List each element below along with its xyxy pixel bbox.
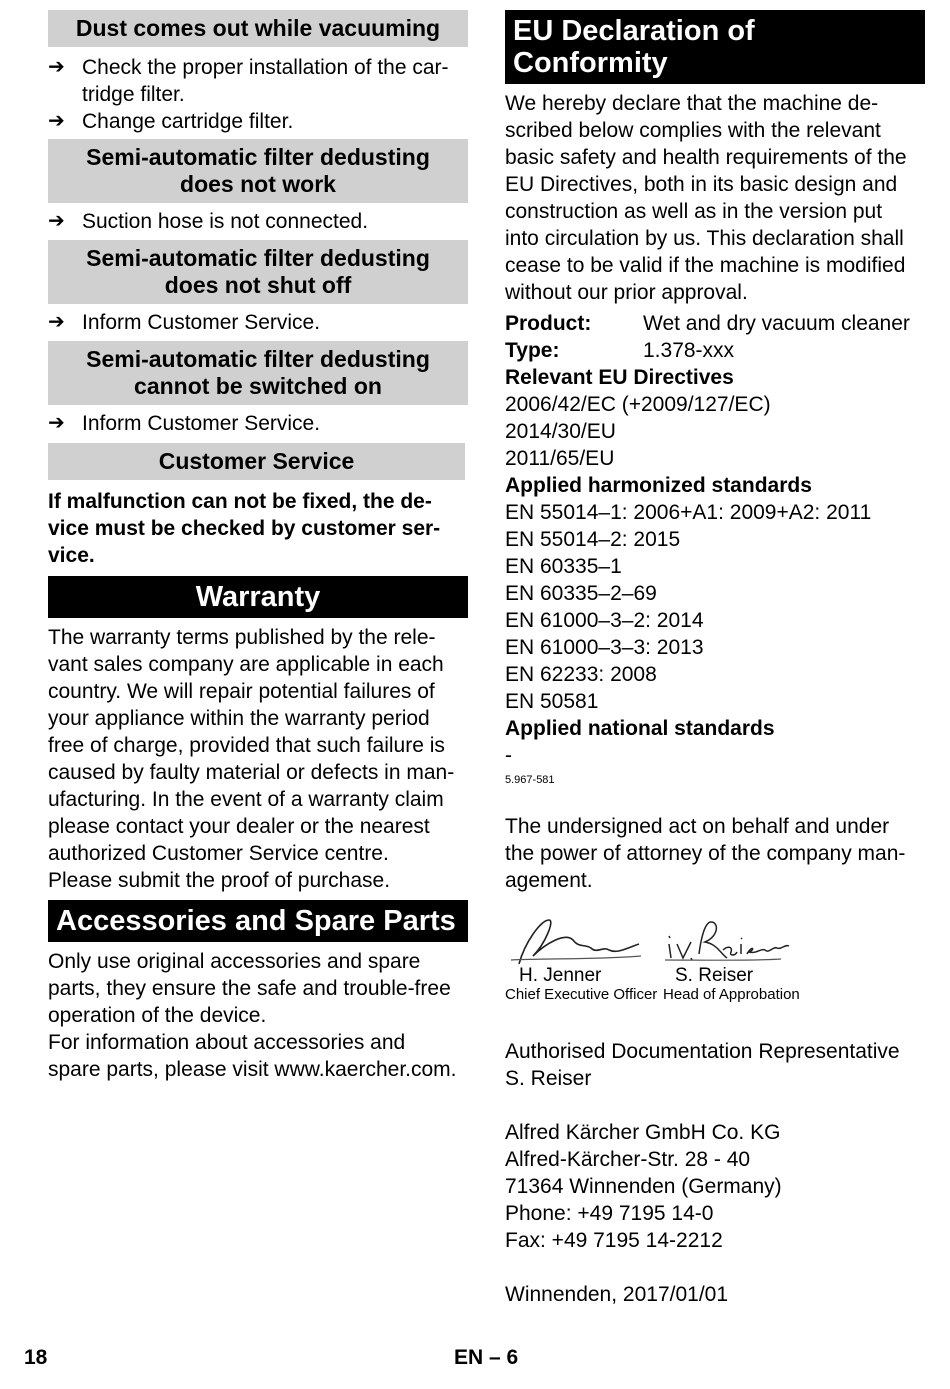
arrow-icon: ➔ [48, 412, 65, 434]
type-row [505, 337, 925, 364]
directives-heading: Relevant EU Directives [505, 366, 734, 389]
document-number: 5.967-581 [505, 774, 555, 786]
customer-service-heading: Customer Service [48, 443, 465, 480]
arrow-icon: ➔ [48, 210, 65, 232]
bullet-text: Check the proper installation of the car- tridge filter. [82, 56, 449, 106]
warranty-text: The warranty terms published by the rele- vant sales company are applicable in each country. We will repair potential failures of your appliance within the warranty period free of charge, provided that such failure is caused by faulty material or defects in man- ufacturing. In the event of a warranty claim please contact your dealer or the nearest authorized Customer Service centre. Please submit the proof of purchase. [48, 626, 455, 892]
warranty-heading: Warranty [48, 576, 468, 618]
type-value: 1.378-xxx [643, 339, 735, 362]
dust-heading: Dust comes out while vacuuming [48, 10, 468, 47]
semi-dedusting-not-work-heading: Semi-automatic filter dedusting does not work [48, 139, 468, 203]
signature-reiser [661, 914, 815, 1006]
customer-service-text: If malfunction can not be fixed, the de- vice must be checked by customer ser- vice. [48, 490, 441, 567]
signatory-1-title: Chief Executive Officer [505, 986, 658, 1003]
harmonized-standards-heading: Applied harmonized standards [505, 474, 812, 497]
directives-list: 2006/42/EC (+2009/127/EC) 2014/30/EU 2011/65/EU [505, 393, 771, 470]
semi-dedusting-not-shut-off-heading: Semi-automatic filter dedusting does not shut off [48, 240, 468, 304]
harmonized-standards-list: EN 55014–1: 2006+A1: 2009+A2: 2011 EN 55014–2: 2015 EN 60335–1 EN 60335–2–69 EN 61000–3–2: 2014 EN 61000–3–3: 2013 EN 62233: 2008 EN 50581 [505, 501, 872, 713]
bullet-item [48, 410, 468, 437]
bullet-text: Inform Customer Service. [82, 412, 321, 435]
signatures [505, 914, 925, 1006]
bullet-item [48, 108, 468, 135]
left-column [48, 10, 468, 1083]
signature-jenner-image [505, 914, 645, 966]
undersigned-text: The undersigned act on behalf and under the power of attorney of the company man- agement. [505, 815, 906, 892]
bullet-text: Suction hose is not connected. [82, 210, 369, 233]
product-row [505, 310, 925, 337]
national-standards-value: - [505, 744, 512, 767]
declaration-intro: We hereby declare that the machine de- scribed below complies with the relevant basic safety and health requirements of the EU Directives, both in its basic design and construction as well as in the version put into circulation by us. This declaration shall cease to be valid if the machine is modified without our prior approval. [505, 92, 907, 304]
bullet-text: Change cartridge filter. [82, 110, 294, 133]
eu-declaration-heading: EU Declaration of Conformity [505, 10, 925, 84]
company-address: Alfred Kärcher GmbH Co. KG Alfred-Kärcher-Str. 28 - 40 71364 Winnenden (Germany) Phone: +49 7195 14-0 Fax: +49 7195 14-2212 [505, 1121, 782, 1252]
bullet-item [48, 309, 468, 336]
right-column [505, 10, 925, 1308]
national-standards-heading: Applied national standards [505, 717, 775, 740]
signature-jenner [505, 914, 659, 1006]
bullet-item [48, 208, 468, 235]
accessories-heading: Accessories and Spare Parts [48, 900, 468, 942]
bullet-item [48, 54, 468, 108]
authorised-representative: Authorised Documentation Representative S. Reiser [505, 1040, 900, 1090]
signature-reiser-image [661, 914, 801, 966]
signatory-2-title: Head of Approbation [663, 986, 800, 1003]
place-and-date: Winnenden, 2017/01/01 [505, 1283, 729, 1306]
arrow-icon: ➔ [48, 311, 65, 333]
accessories-text: Only use original accessories and spare parts, they ensure the safe and trouble-free operation of the device. For information about accessories and spare parts, please visit www.kaercher.com. [48, 950, 457, 1081]
page-number: 18 [24, 1346, 48, 1369]
type-label: Type: [505, 339, 560, 362]
signatory-1-name: H. Jenner [519, 965, 602, 986]
signatory-2-name: S. Reiser [675, 965, 754, 986]
page-label: EN – 6 [454, 1346, 519, 1369]
product-label: Product: [505, 312, 592, 335]
product-value: Wet and dry vacuum cleaner [643, 312, 910, 335]
arrow-icon: ➔ [48, 56, 65, 78]
bullet-text: Inform Customer Service. [82, 311, 321, 334]
arrow-icon: ➔ [48, 110, 65, 132]
semi-dedusting-cannot-switch-on-heading: Semi-automatic filter dedusting cannot be switched on [48, 341, 468, 405]
